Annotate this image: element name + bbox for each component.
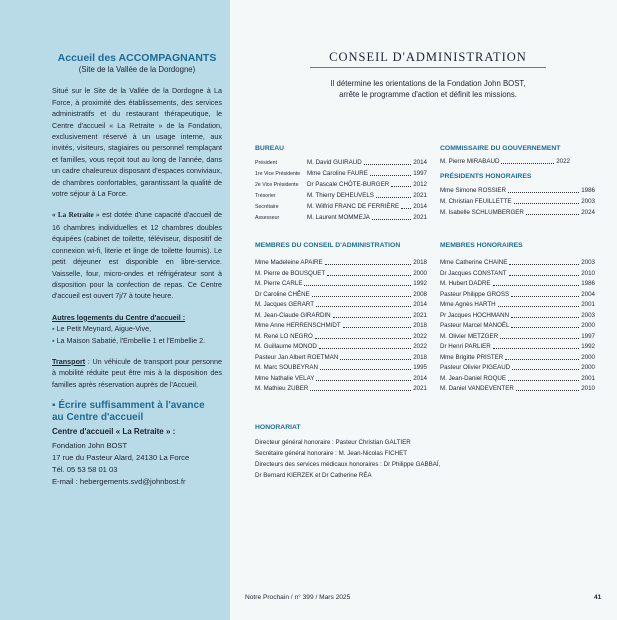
autres-logements-item: ▪ Le Petit Meynard, Aigue-Vive, [52,324,152,334]
bureau-row: 2e Vice Présidente Dr Pascale CHÔTE-BURGER 2012 [255,181,427,188]
membre-row: M. Marc SOUBEYRAN 1995 [255,364,427,371]
membre-row: M. René LO NEGRO 2022 [255,332,427,340]
honorariat-line: Directeurs des services médicaux honoraires : Dr Philippe GABBAÏ, [255,461,441,468]
membre-honoraire-row: M. Olivier METZGER 1997 [440,332,595,340]
phone-line: Tél. 05 53 58 01 03 [52,464,118,474]
membre-row: M. Pierre CARLE 1992 [255,280,427,287]
membres-heading: MEMBRES DU CONSEIL D'ADMINISTRATION [255,242,401,249]
membre-honoraire-row: Pasteur Philippe GROSS 2004 [440,290,595,298]
centre-accueil-label: Centre d'accueil « La Retraite » : [52,427,176,437]
membre-honoraire-row: Mme Brigitte PRISTER 2000 [440,353,595,361]
ecrire-heading: ▪ Écrire suffisamment à l'avance [52,400,205,412]
issue-footer: Notre Prochain / n° 399 / Mars 2025 [245,594,351,601]
membre-honoraire-row: Pr Jacques HOCHMANN 2003 [440,311,595,319]
conseil-header [248,48,608,100]
commissaire-row: M. Pierre MIRABAUD 2022 [440,158,570,165]
honorariat-line: Dr Bernard KIERZEK et Dr Catherine RÉA [255,472,372,479]
transport-paragraph: Transport : Un véhicule de transport pour personne à mobilité réduite peut être mis à la disposition des familles après réservation auprès de l'Accueil. [52,356,222,389]
president-row: Mme Simone ROSSIER 1986 [440,187,595,194]
membres-honoraires-heading: MEMBRES HONORAIRES [440,242,523,249]
membre-row: Pasteur Jan Albert ROETMAN 2018 [255,353,427,361]
bureau-row: 1re Vice Présidente Mme Caroline FAURE 1997 [255,170,427,177]
bureau-row: Trésorier M. Thierry DEHEUVELS 2021 [255,192,427,199]
conseil-intro: Il détermine les orientations de la Fondation John BOST, arrête le programme d'action et définit les missions. [330,79,526,99]
membre-honoraire-row: Mme Agnès HARTH 2001 [440,301,595,308]
honorariat-heading: HONORARIAT [255,424,301,431]
email-line: E-mail : hebergements.svd@johnbost.fr [52,476,186,486]
honorariat-line: Directeur général honoraire : Pasteur Christian GALTIER [255,439,411,446]
accueil-subtitle: (Site de la Vallée de la Dordogne) [78,65,196,74]
accueil-paragraph-1: Situé sur le Site de la Vallée de la Dordogne à La Force, à proximité des établissements, des services administratifs et du restaurant thérapeutique, le Centre d'accueil « La Retraite » de la Fondation, exclusivement réservé à un usage interne, aux invités, visiteurs, stagiaires ou personnel remplaçant et familles, vous reçoit tout au long de l'année, dans un cadre chaleureux disposant d'espaces conviviaux, de chambres confortables, garantissant la qualité de votre séjour à La Force. [52,86,222,199]
title-underline [310,67,546,68]
address-block [52,440,222,488]
honorariat-line: Secrétaire général honoraire : M. Jean-Nicolas FICHET [255,450,407,457]
conseil-title: CONSEIL D'ADMINISTRATION [329,50,527,64]
membre-row: Mme Anne HERRENSCHMIDT 2018 [255,322,427,329]
autres-logements-heading: Autres logements du Centre d'accueil : [52,312,186,322]
bureau-row: Président M. David GUIRAUD 2014 [255,159,427,166]
address-line: 17 rue du Pasteur Alard, 24130 La Force [52,452,190,462]
membre-row: M. Pierre de BOUSQUET 2000 [255,269,427,277]
membre-honoraire-row: M. Daniel VANDEVENTER 2010 [440,385,595,392]
membre-row: M. Jean-Claude GIRARDIN 2021 [255,311,427,319]
bureau-heading: BUREAU [255,145,285,152]
accueil-accompagnants-section [52,52,222,488]
president-row: M. Isabelle SCHLUMBERGER 2024 [440,209,595,216]
membre-honoraire-row: Pasteur Marcel MANOËL 2000 [440,322,595,329]
presidents-heading: PRÉSIDENTS HONORAIRES [440,173,532,180]
membre-honoraire-row: M. Hubert DADRE 1986 [440,280,595,287]
membre-honoraire-row: Dr Jacques CONSTANT 2010 [440,269,595,277]
ecrire-heading-2: au Centre d'accueil [52,412,144,424]
accueil-title: Accueil des ACCOMPAGNANTS [57,52,217,64]
accueil-paragraph-2: « La Retraite » est dotée d'une capacité d'accueil de 16 chambres individuelles et 12 chambres doubles équipées (cabinet de toilette, téléviseur, dispositif de connexion wi-fi, literie et linge de toilette fournis). Le petit déjeuner est disponible en libre-service. Vaisselle, four, micro-ondes et réfrigérateur sont à disposition pour la confection de repas. Ce Centre d'accueil est ouvert 7j/7 à toute heure. [52,210,222,301]
membre-row: Mme Madeleine APAIRE 2018 [255,259,427,266]
membre-row: Dr Caroline CHÊNE 2008 [255,290,427,298]
address-line: Fondation John BOST [52,440,128,450]
membre-honoraire-row: Mme Catherine CHAINE 2003 [440,259,595,266]
membre-honoraire-row: Dr Henri PARLIER 1992 [440,343,595,350]
membre-honoraire-row: Pasteur Olivier PIGEAUD 2000 [440,364,595,371]
membre-honoraire-row: M. Jean-Daniel ROQUE 2001 [440,374,595,382]
commissaire-heading: COMMISSAIRE DU GOUVERNEMENT [440,145,561,152]
president-row: M. Christian FEUILLETTE 2003 [440,198,595,205]
bureau-row: Assesseur M. Laurent MOMMEJA 2021 [255,214,427,221]
membre-row: M. Jacques GERART 2014 [255,301,427,308]
membre-row: M. Guillaume MONOD 2022 [255,343,427,350]
bureau-row: Secrétaire M. Wilfrid FRANC DE FERRIÈRE 2014 [255,203,427,210]
page-number: 41 [594,594,602,601]
membre-row: Mme Nathalie VELAY 2014 [255,374,427,382]
membre-row: M. Mathieu ZUBER 2021 [255,385,427,392]
autres-logements-item: ▪ La Maison Sabatié, l'Embellie 1 et l'Embellie 2. [52,335,206,345]
